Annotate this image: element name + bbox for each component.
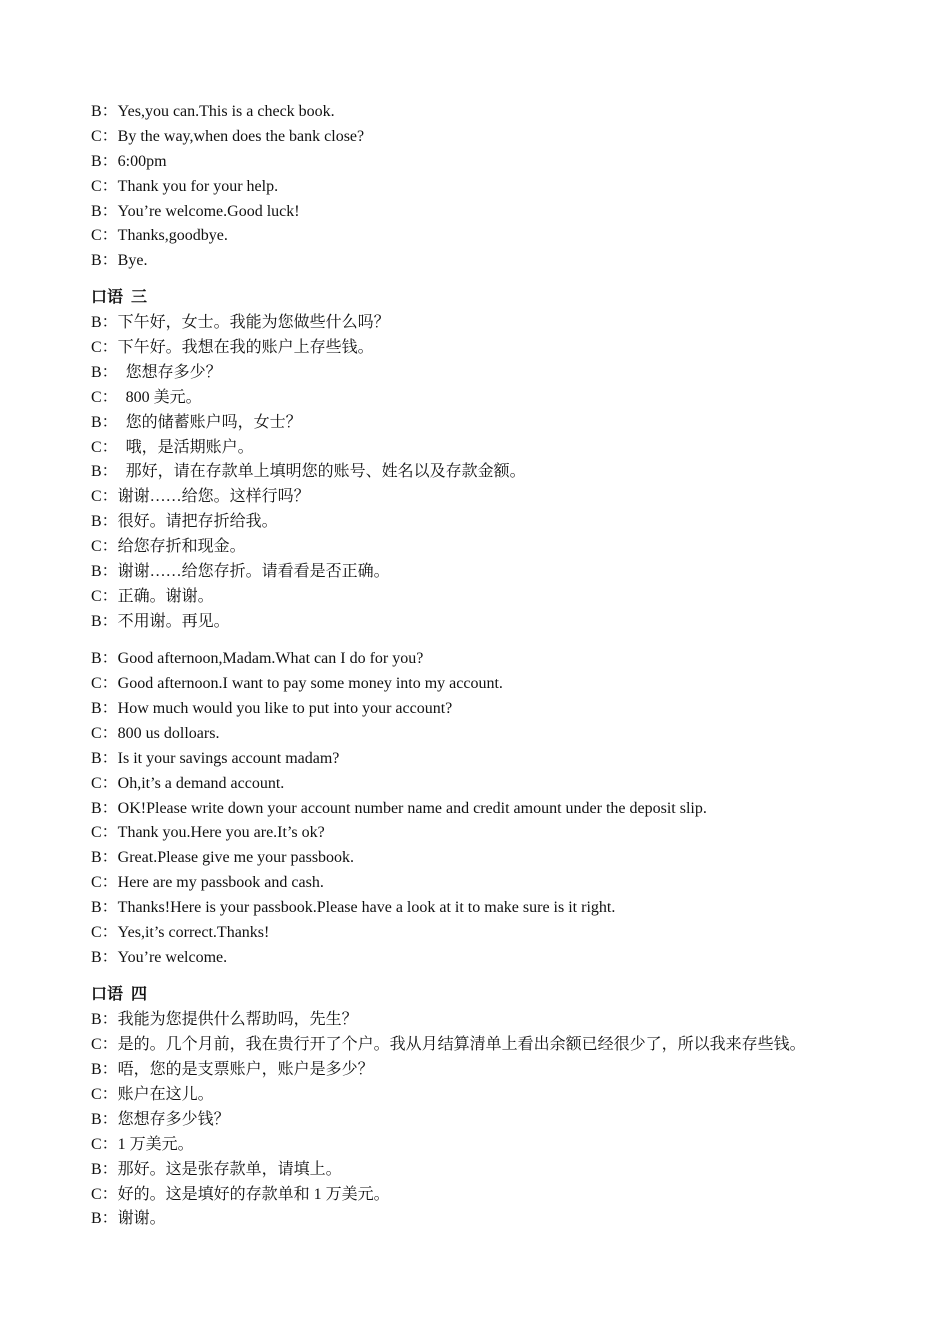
dialogue-line: C：Here are my passbook and cash. — [91, 874, 324, 892]
dialogue-line: B：Bye. — [91, 252, 148, 270]
spacer — [91, 971, 891, 984]
dialogue-line: B：Good afternoon,Madam.What can I do for you? — [91, 650, 424, 668]
dialogue-line: B：You’re welcome. — [91, 948, 228, 966]
section-3-english-dialogue — [91, 647, 891, 971]
dialogue-line: B：6:00pm — [91, 152, 167, 170]
dialogue-line: B：Yes,you can.This is a check book. — [91, 103, 335, 120]
dialogue-line: B：谢谢。 — [91, 1210, 166, 1228]
dialogue-line: C：Oh,it’s a demand account. — [91, 774, 285, 792]
dialogue-line: C：Yes,it’s correct.Thanks! — [91, 924, 270, 941]
dialogue-line: B：下午好，女士。我能为您做些什么吗？ — [91, 314, 390, 332]
dialogue-line: B：Great.Please give me your passbook. — [91, 849, 355, 867]
dialogue-line: B：那好。这是张存款单，请填上。 — [91, 1160, 342, 1178]
dialogue-line: C：下午好。我想在我的账户上存些钱。 — [91, 339, 374, 357]
dialogue-line: C：谢谢……给您。这样行吗？ — [91, 488, 310, 506]
section-heading: 口语 四 — [91, 986, 148, 1004]
dialogue-line: B： 那好，请在存款单上填明您的账号、姓名以及存款金额。 — [91, 463, 526, 481]
dialogue-line: C：账户在这儿。 — [91, 1085, 214, 1103]
dialogue-line: C：Thank you for your help. — [91, 177, 279, 195]
dialogue-line: B：唔，您的是支票账户，账户是多少？ — [91, 1061, 374, 1079]
dialogue-line: C：800 us dolloars. — [91, 724, 220, 742]
section-3-chinese-dialogue — [91, 311, 891, 635]
dialogue-line: C：Good afternoon.I want to pay some money into my account. — [91, 675, 503, 693]
dialogue-line: C：正确。谢谢。 — [91, 587, 214, 605]
dialogue-line: B：很好。请把存折给我。 — [91, 513, 278, 531]
dialogue-line: C：给您存折和现金。 — [91, 538, 246, 556]
dialogue-line: B：Is it your savings account madam? — [91, 749, 340, 767]
dialogue-line: B：OK!Please write down your account number name and credit amount under the deposit slip. — [91, 799, 707, 817]
dialogue-line: B：不用谢。再见。 — [91, 612, 230, 630]
dialogue-line: B：谢谢……给您存折。请看看是否正确。 — [91, 563, 390, 581]
spacer — [91, 635, 891, 648]
intro-dialogue — [91, 100, 891, 274]
dialogue-line: C：1 万美元。 — [91, 1135, 194, 1153]
section-3 — [91, 286, 891, 971]
dialogue-line: C： 800 美元。 — [91, 388, 202, 406]
dialogue-line: B： 您想存多少？ — [91, 363, 222, 381]
dialogue-line: C：好的。这是填好的存款单和 1 万美元。 — [91, 1185, 390, 1203]
spacer — [91, 274, 891, 286]
dialogue-line: B：How much would you like to put into your account? — [91, 699, 453, 717]
dialogue-line: B：Thanks!Here is your passbook.Please have a look at it to make sure is it right. — [91, 899, 616, 917]
section-4-chinese-dialogue — [91, 1008, 891, 1232]
dialogue-line: C：Thank you.Here you are.It’s ok? — [91, 824, 325, 842]
dialogue-line: B：您想存多少钱？ — [91, 1110, 230, 1128]
dialogue-line: B：我能为您提供什么帮助吗，先生？ — [91, 1011, 358, 1029]
dialogue-line: B： 您的储蓄账户吗，女士？ — [91, 413, 302, 431]
dialogue-line: C：By the way,when does the bank close? — [91, 127, 365, 145]
section-4 — [91, 983, 891, 1232]
dialogue-line: B：You’re welcome.Good luck! — [91, 202, 300, 220]
dialogue-line: C： 哦，是活期账户。 — [91, 438, 254, 456]
section-heading: 口语 三 — [91, 289, 148, 307]
dialogue-line: C：Thanks,goodbye. — [91, 227, 228, 245]
dialogue-line: C：是的。几个月前，我在贵行开了个户。我从月结算清单上看出余额已经很少了，所以我来存些钱。 — [91, 1036, 806, 1054]
document-page — [91, 100, 891, 1232]
